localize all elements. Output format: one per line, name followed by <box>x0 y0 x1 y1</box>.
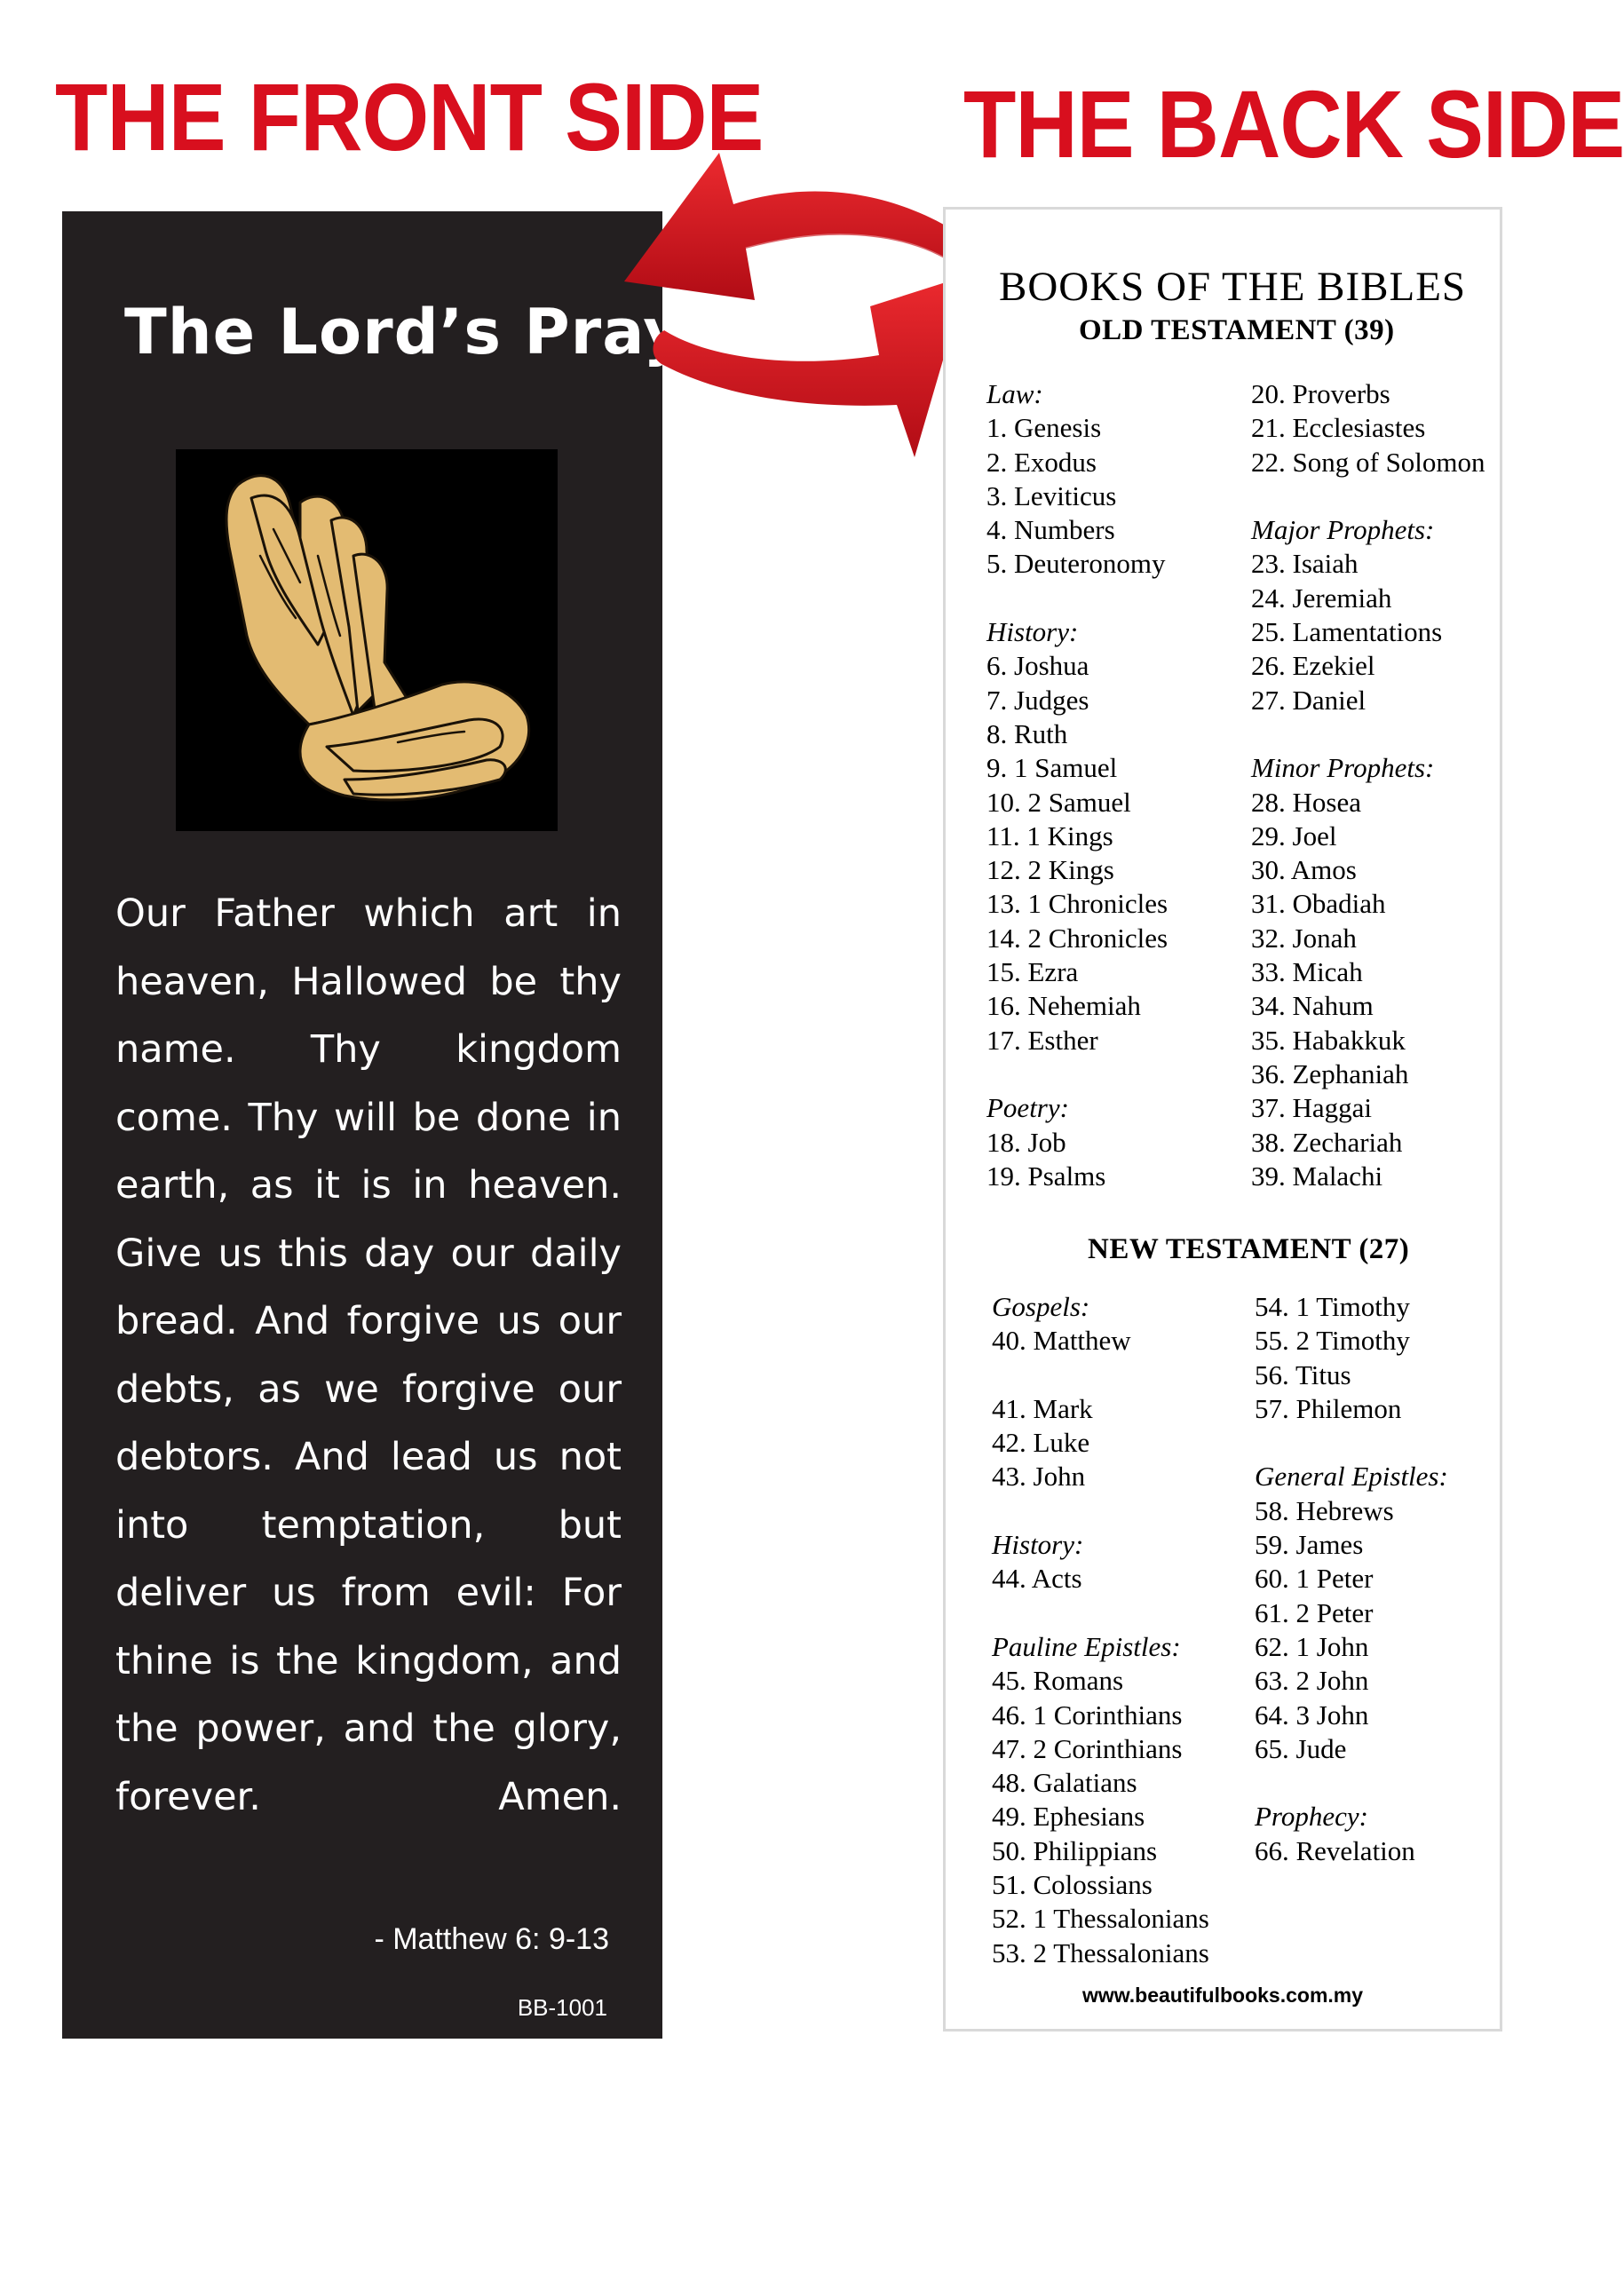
book-entry: 7. Judges <box>986 684 1089 716</box>
book-entry: 10. 2 Samuel <box>986 786 1131 818</box>
book-entry: 2. Exodus <box>986 446 1097 478</box>
category-label: History: <box>992 1529 1084 1561</box>
prayer-title: The Lord’s Prayer <box>124 296 759 368</box>
book-entry: 40. Matthew <box>992 1325 1131 1357</box>
book-entry: 41. Mark <box>992 1392 1093 1424</box>
book-entry: 66. Revelation <box>1255 1834 1415 1866</box>
spacer <box>1255 1426 1512 1460</box>
book-entry: 61. 2 Peter <box>1255 1596 1374 1628</box>
book-entry: 13. 1 Chronicles <box>986 888 1168 920</box>
book-entry: 36. Zephaniah <box>1251 1057 1409 1089</box>
prayer-text: Our Father which art in heaven, Hallowed be thy name. Thy kingdom come. Thy will be done in earth, as it is in heaven. Give us this day our daily bread. And forgive us our debts, as we forgive our debtors. And lead us not into temptation, but deliver us from evil: For thine is the kingdom, and the power, and the glory, forever. Amen. <box>115 891 622 1819</box>
book-entry: 49. Ephesians <box>992 1801 1145 1833</box>
book-entry: 39. Malachi <box>1251 1160 1383 1192</box>
book-entry: 63. 2 John <box>1255 1665 1369 1697</box>
old-testament-heading: OLD TESTAMENT (39) <box>1079 314 1395 346</box>
new-testament-column-2 <box>1255 1290 1512 1868</box>
product-code: BB-1001 <box>517 1994 607 2021</box>
book-entry: 46. 1 Corinthians <box>992 1699 1183 1730</box>
book-entry: 35. Habakkuk <box>1251 1024 1406 1056</box>
book-entry: 30. Amos <box>1251 854 1357 886</box>
book-entry: 59. James <box>1255 1529 1364 1561</box>
book-entry: 55. 2 Timothy <box>1255 1325 1410 1357</box>
spacer <box>992 1596 1249 1630</box>
book-entry: 33. Micah <box>1251 956 1363 988</box>
book-entry: 52. 1 Thessalonians <box>992 1903 1209 1935</box>
book-entry: 38. Zechariah <box>1251 1126 1403 1158</box>
book-entry: 12. 2 Kings <box>986 854 1114 886</box>
back-bookmark <box>943 207 1502 2031</box>
book-entry: 23. Isaiah <box>1251 548 1359 580</box>
book-entry: 34. Nahum <box>1251 990 1374 1022</box>
book-entry: 28. Hosea <box>1251 786 1361 818</box>
book-entry: 4. Numbers <box>986 514 1115 546</box>
books-title: BOOKS OF THE BIBLES <box>999 264 1467 310</box>
book-entry: 64. 3 John <box>1255 1699 1369 1730</box>
book-entry: 43. John <box>992 1461 1086 1493</box>
prayer-reference: - Matthew 6: 9-13 <box>374 1922 609 1956</box>
book-entry: 21. Ecclesiastes <box>1251 412 1426 444</box>
spacer <box>992 1494 1249 1528</box>
old-testament-column-1 <box>986 377 1244 1193</box>
book-entry: 56. Titus <box>1255 1358 1351 1390</box>
book-entry: 57. Philemon <box>1255 1392 1402 1424</box>
category-label: General Epistles: <box>1255 1461 1448 1493</box>
category-label: Major Prophets: <box>1251 514 1435 546</box>
book-entry: 37. Haggai <box>1251 1092 1373 1124</box>
book-entry: 32. Jonah <box>1251 922 1357 954</box>
book-entry: 3. Leviticus <box>986 479 1117 511</box>
category-label: Poetry: <box>986 1092 1069 1124</box>
book-entry: 53. 2 Thessalonians <box>992 1936 1209 1968</box>
spacer <box>986 1057 1244 1091</box>
book-entry: 54. 1 Timothy <box>1255 1291 1410 1322</box>
book-entry: 50. Philippians <box>992 1834 1158 1866</box>
new-testament-heading: NEW TESTAMENT (27) <box>1088 1233 1410 1265</box>
book-entry: 31. Obadiah <box>1251 888 1386 920</box>
praying-hands-icon <box>176 449 558 831</box>
book-entry: 5. Deuteronomy <box>986 548 1166 580</box>
back-side-heading: THE BACK SIDE <box>963 70 1624 178</box>
category-label: Minor Prophets: <box>1251 752 1435 784</box>
category-label: Law: <box>986 378 1043 409</box>
book-entry: 1. Genesis <box>986 412 1102 444</box>
category-label: History: <box>986 616 1079 648</box>
book-entry: 22. Song of Solomon <box>1251 446 1485 478</box>
book-entry: 62. 1 John <box>1255 1630 1369 1662</box>
front-bookmark <box>62 211 759 2039</box>
book-entry: 18. Job <box>986 1126 1066 1158</box>
category-label: Gospels: <box>992 1291 1090 1322</box>
new-testament-column-1 <box>992 1290 1249 1970</box>
book-entry: 27. Daniel <box>1251 684 1367 716</box>
book-entry: 6. Joshua <box>986 650 1089 682</box>
spacer <box>986 582 1244 615</box>
book-entry: 51. Colossians <box>992 1869 1153 1901</box>
category-label: Pauline Epistles: <box>992 1630 1181 1662</box>
spacer <box>992 1358 1249 1392</box>
book-entry: 16. Nehemiah <box>986 990 1141 1022</box>
spacer <box>1251 479 1509 513</box>
book-entry: 26. Ezekiel <box>1251 650 1375 682</box>
book-entry: 9. 1 Samuel <box>986 752 1118 784</box>
book-entry: 29. Joel <box>1251 820 1337 851</box>
book-entry: 58. Hebrews <box>1255 1494 1394 1526</box>
spacer <box>1251 717 1509 751</box>
spacer <box>1255 1766 1512 1800</box>
book-entry: 25. Lamentations <box>1251 616 1443 648</box>
book-entry: 14. 2 Chronicles <box>986 922 1168 954</box>
book-entry: 8. Ruth <box>986 717 1068 749</box>
book-entry: 44. Acts <box>992 1563 1082 1595</box>
swap-arrows-icon <box>613 142 986 471</box>
category-label: Prophecy: <box>1255 1801 1368 1833</box>
website-url: www.beautifulbooks.com.my <box>1081 1984 1364 2007</box>
old-testament-column-2 <box>1251 377 1509 1193</box>
front-side-heading: THE FRONT SIDE <box>55 63 764 170</box>
book-entry: 47. 2 Corinthians <box>992 1732 1183 1764</box>
book-entry: 11. 1 Kings <box>986 820 1113 851</box>
book-entry: 15. Ezra <box>986 956 1079 988</box>
book-entry: 24. Jeremiah <box>1251 582 1392 614</box>
book-entry: 65. Jude <box>1255 1732 1347 1764</box>
book-entry: 17. Esther <box>986 1024 1098 1056</box>
book-entry: 42. Luke <box>992 1427 1090 1459</box>
book-entry: 45. Romans <box>992 1665 1124 1697</box>
book-entry: 48. Galatians <box>992 1767 1137 1799</box>
book-entry: 19. Psalms <box>986 1160 1106 1192</box>
book-entry: 60. 1 Peter <box>1255 1563 1374 1595</box>
book-entry: 20. Proverbs <box>1251 378 1390 409</box>
